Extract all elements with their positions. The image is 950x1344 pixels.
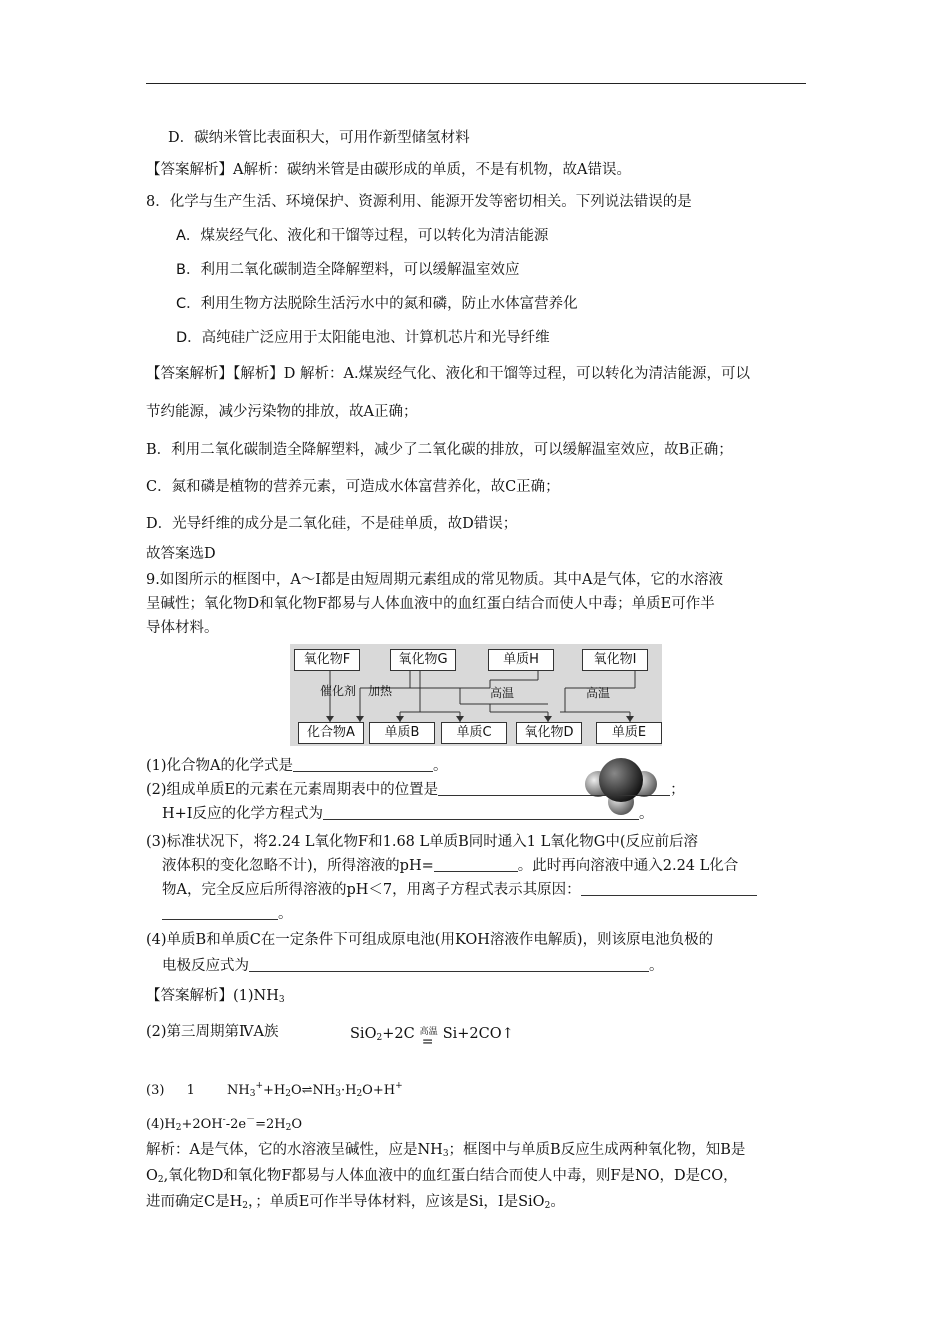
box-compound-a: 化合物A <box>298 722 364 744</box>
label-high-temp-2: 高温 <box>586 686 611 700</box>
equals-sign: = <box>421 1034 434 1050</box>
subscript: 2 <box>285 1123 292 1133</box>
subscript: 2 <box>157 1175 164 1185</box>
box-element-c: 单质C <box>441 722 507 744</box>
punct: ； <box>670 782 685 798</box>
answer-4 <box>146 1110 302 1138</box>
eq-part: O+H <box>362 1083 396 1098</box>
punct: 。 <box>639 806 654 822</box>
eq-part: ·H <box>340 1083 357 1098</box>
q8-answer-line3: B．利用二氧化碳制造全降解塑料，减少了二氧化碳的排放，可以缓解温室效应，故B正确； <box>146 442 733 458</box>
q7-answer: 【答案解析】A解析：碳纳米管是由碳形成的单质，不是有机物，故A错误。 <box>146 162 631 178</box>
q9-stem-line1: 9.如图所示的框图中，A～I都是由短周期元素组成的常见物质。其中A是气体，它的水溶液 <box>146 572 724 588</box>
eq-part: SiO <box>350 1026 377 1042</box>
subscript: 3 <box>249 1089 256 1099</box>
q8-answer-line5: D．光导纤维的成分是二氧化硅，不是硅单质，故D错误； <box>146 516 518 532</box>
box-element-h: 单质H <box>488 649 554 671</box>
subscript: 2 <box>544 1201 551 1211</box>
punct: 。 <box>433 758 448 774</box>
subscript: 3 <box>442 1149 449 1159</box>
answer-blank-4a <box>581 881 757 896</box>
box-oxide-d: 氧化物D <box>516 722 582 744</box>
eq-part: -2e <box>225 1117 247 1132</box>
answer-blank-2 <box>438 781 670 796</box>
condition-label: 高温 <box>419 1027 438 1037</box>
answer-blank-1 <box>293 757 433 772</box>
box-oxide-i: 氧化物I <box>582 649 648 671</box>
eq-part: (3) <box>146 1083 165 1098</box>
eq-part: O <box>291 1117 303 1132</box>
sub-question-4-line1: (4)单质B和单质C在一定条件下可组成原电池(用KOH溶液作电解质)，则该原电池负极的 <box>146 932 714 948</box>
exp-part: 进而确定C是H <box>146 1194 243 1210</box>
sub-question-4-line2 <box>162 956 664 976</box>
eq-part: Si+2CO↑ <box>442 1026 514 1042</box>
exp-part: ，；单质E可作半导体材料，应该是Si，I是SiO <box>247 1194 545 1210</box>
header-rule <box>146 83 806 84</box>
q9-stem-line3: 导体材料。 <box>146 620 219 636</box>
sub-question-2b <box>162 804 654 824</box>
eq-part: +2C <box>382 1026 415 1042</box>
subscript: 2 <box>356 1089 363 1099</box>
subscript: 3 <box>278 995 285 1005</box>
label-heat: 加热 <box>368 684 393 698</box>
sub-question-3-text-a: 液体积的变化忽略不计)，所得溶液的pH= <box>162 858 434 874</box>
subscript: 2 <box>242 1201 248 1211</box>
eq-part: +H <box>262 1083 286 1098</box>
explanation-line3 <box>146 1192 565 1216</box>
q8-option-b: B．利用二氧化碳制造全降解塑料，可以缓解温室效应 <box>176 262 520 278</box>
reaction-flow-diagram <box>290 644 662 746</box>
eq-part: +2OH <box>181 1117 223 1132</box>
sub-question-4-text: 电极反应式为 <box>162 958 249 974</box>
eq-part: (4)H <box>146 1117 176 1132</box>
sub-question-3-line3 <box>162 880 757 900</box>
exp-part: 解析：A是气体，它的水溶液呈碱性，应是NH <box>146 1142 443 1158</box>
explanation-line1 <box>146 1140 745 1164</box>
box-element-b: 单质B <box>369 722 435 744</box>
exp-part: ,氧化物D和氧化物F都易与人体血液中的血红蛋白结合而使人中毒，则F是NO，D是CO， <box>163 1168 738 1184</box>
q8-answer-final: 故答案选D <box>146 546 216 562</box>
sub-question-3-line2 <box>162 856 738 876</box>
eq-part: =2H <box>255 1117 286 1132</box>
superscript: + <box>255 1081 263 1091</box>
q8-answer-line4: C．氮和磷是植物的营养元素，可造成水体富营养化，故C正确； <box>146 479 560 495</box>
q8-stem: 8．化学与生产生活、环境保护、资源利用、能源开发等密切相关。下列说法错误的是 <box>146 194 692 210</box>
superscript: + <box>395 1081 403 1091</box>
sub-question-2 <box>146 780 685 800</box>
answer-1 <box>146 986 285 1010</box>
answer-blank-3 <box>323 805 639 820</box>
sub-question-1 <box>146 756 448 776</box>
eq-part: 1 <box>186 1083 195 1098</box>
sub-question-3-text-b: 。此时再向溶液中通入2.24 L化合 <box>517 858 739 874</box>
label-high-temp-1: 高温 <box>490 686 515 700</box>
exp-part: ；框图中与单质B反应生成两种氧化物，知B是 <box>448 1142 746 1158</box>
eq-part: NH <box>226 1083 250 1098</box>
box-oxide-g: 氧化物G <box>390 649 456 671</box>
exp-part: 。 <box>550 1194 565 1210</box>
q8-option-d: D．高纯硅广泛应用于太阳能电池、计算机芯片和光导纤维 <box>176 330 550 346</box>
subscript: 3 <box>335 1089 341 1099</box>
reaction-condition <box>415 1022 443 1050</box>
subscript: 2 <box>285 1089 291 1099</box>
punct: 。 <box>649 958 664 974</box>
answer-2a: (2)第三周期第ⅣA族 <box>146 1024 279 1040</box>
answer-3 <box>146 1076 403 1104</box>
explanation-line2 <box>146 1166 738 1190</box>
sub-question-3-text-c: 物A，完全反应后所得溶液的pH＜7，用离子方程式表示其原因： <box>162 882 581 898</box>
superscript: - <box>222 1115 226 1125</box>
sub-question-3-line4 <box>162 904 293 924</box>
sub-question-2b-text: H+I反应的化学方程式为 <box>162 806 324 822</box>
sub-question-1-text: (1)化合物A的化学式是 <box>146 758 294 774</box>
q9-stem-line2: 呈碱性；氧化物D和氧化物F都易与人体血液中的血红蛋白结合而使人中毒；单质E可作半 <box>146 596 715 612</box>
box-oxide-f: 氧化物F <box>294 649 360 671</box>
q8-answer-line1: 【答案解析】【解析】D 解析：A.煤炭经气化、液化和干馏等过程，可以转化为清洁能源，可以 <box>146 366 751 382</box>
subscript: 2 <box>376 1033 383 1043</box>
answer-blank-ph <box>434 857 518 872</box>
answer-blank-4b <box>162 905 278 920</box>
answer-1-text: 【答案解析】(1)NH <box>146 988 279 1004</box>
q8-answer-line2: 节约能源，减少污染物的排放，故A正确； <box>146 404 418 420</box>
box-element-e: 单质E <box>596 722 662 744</box>
eq-part: O⇌NH <box>290 1083 336 1098</box>
q7-option-d: D．碳纳米管比表面积大，可用作新型储氢材料 <box>168 130 470 146</box>
q8-option-c: C．利用生物方法脱除生活污水中的氮和磷，防止水体富营养化 <box>176 296 578 312</box>
sub-question-3-line1: (3)标准状况下，将2.24 L氧化物F和1.68 L单质B同时通入1 L氧化物G中(反应前后溶 <box>146 834 699 850</box>
answer-2b <box>350 1022 514 1048</box>
sub-question-2-text: (2)组成单质E的元素在元素周期表中的位置是 <box>146 782 439 798</box>
exp-part: O <box>146 1168 158 1184</box>
label-catalyst: 催化剂 <box>320 684 357 698</box>
q8-option-a: A．煤炭经气化、液化和干馏等过程，可以转化为清洁能源 <box>176 228 549 244</box>
answer-blank-5 <box>249 957 649 972</box>
punct: 。 <box>278 906 293 922</box>
superscript: － <box>246 1115 256 1125</box>
subscript: 2 <box>175 1123 182 1133</box>
